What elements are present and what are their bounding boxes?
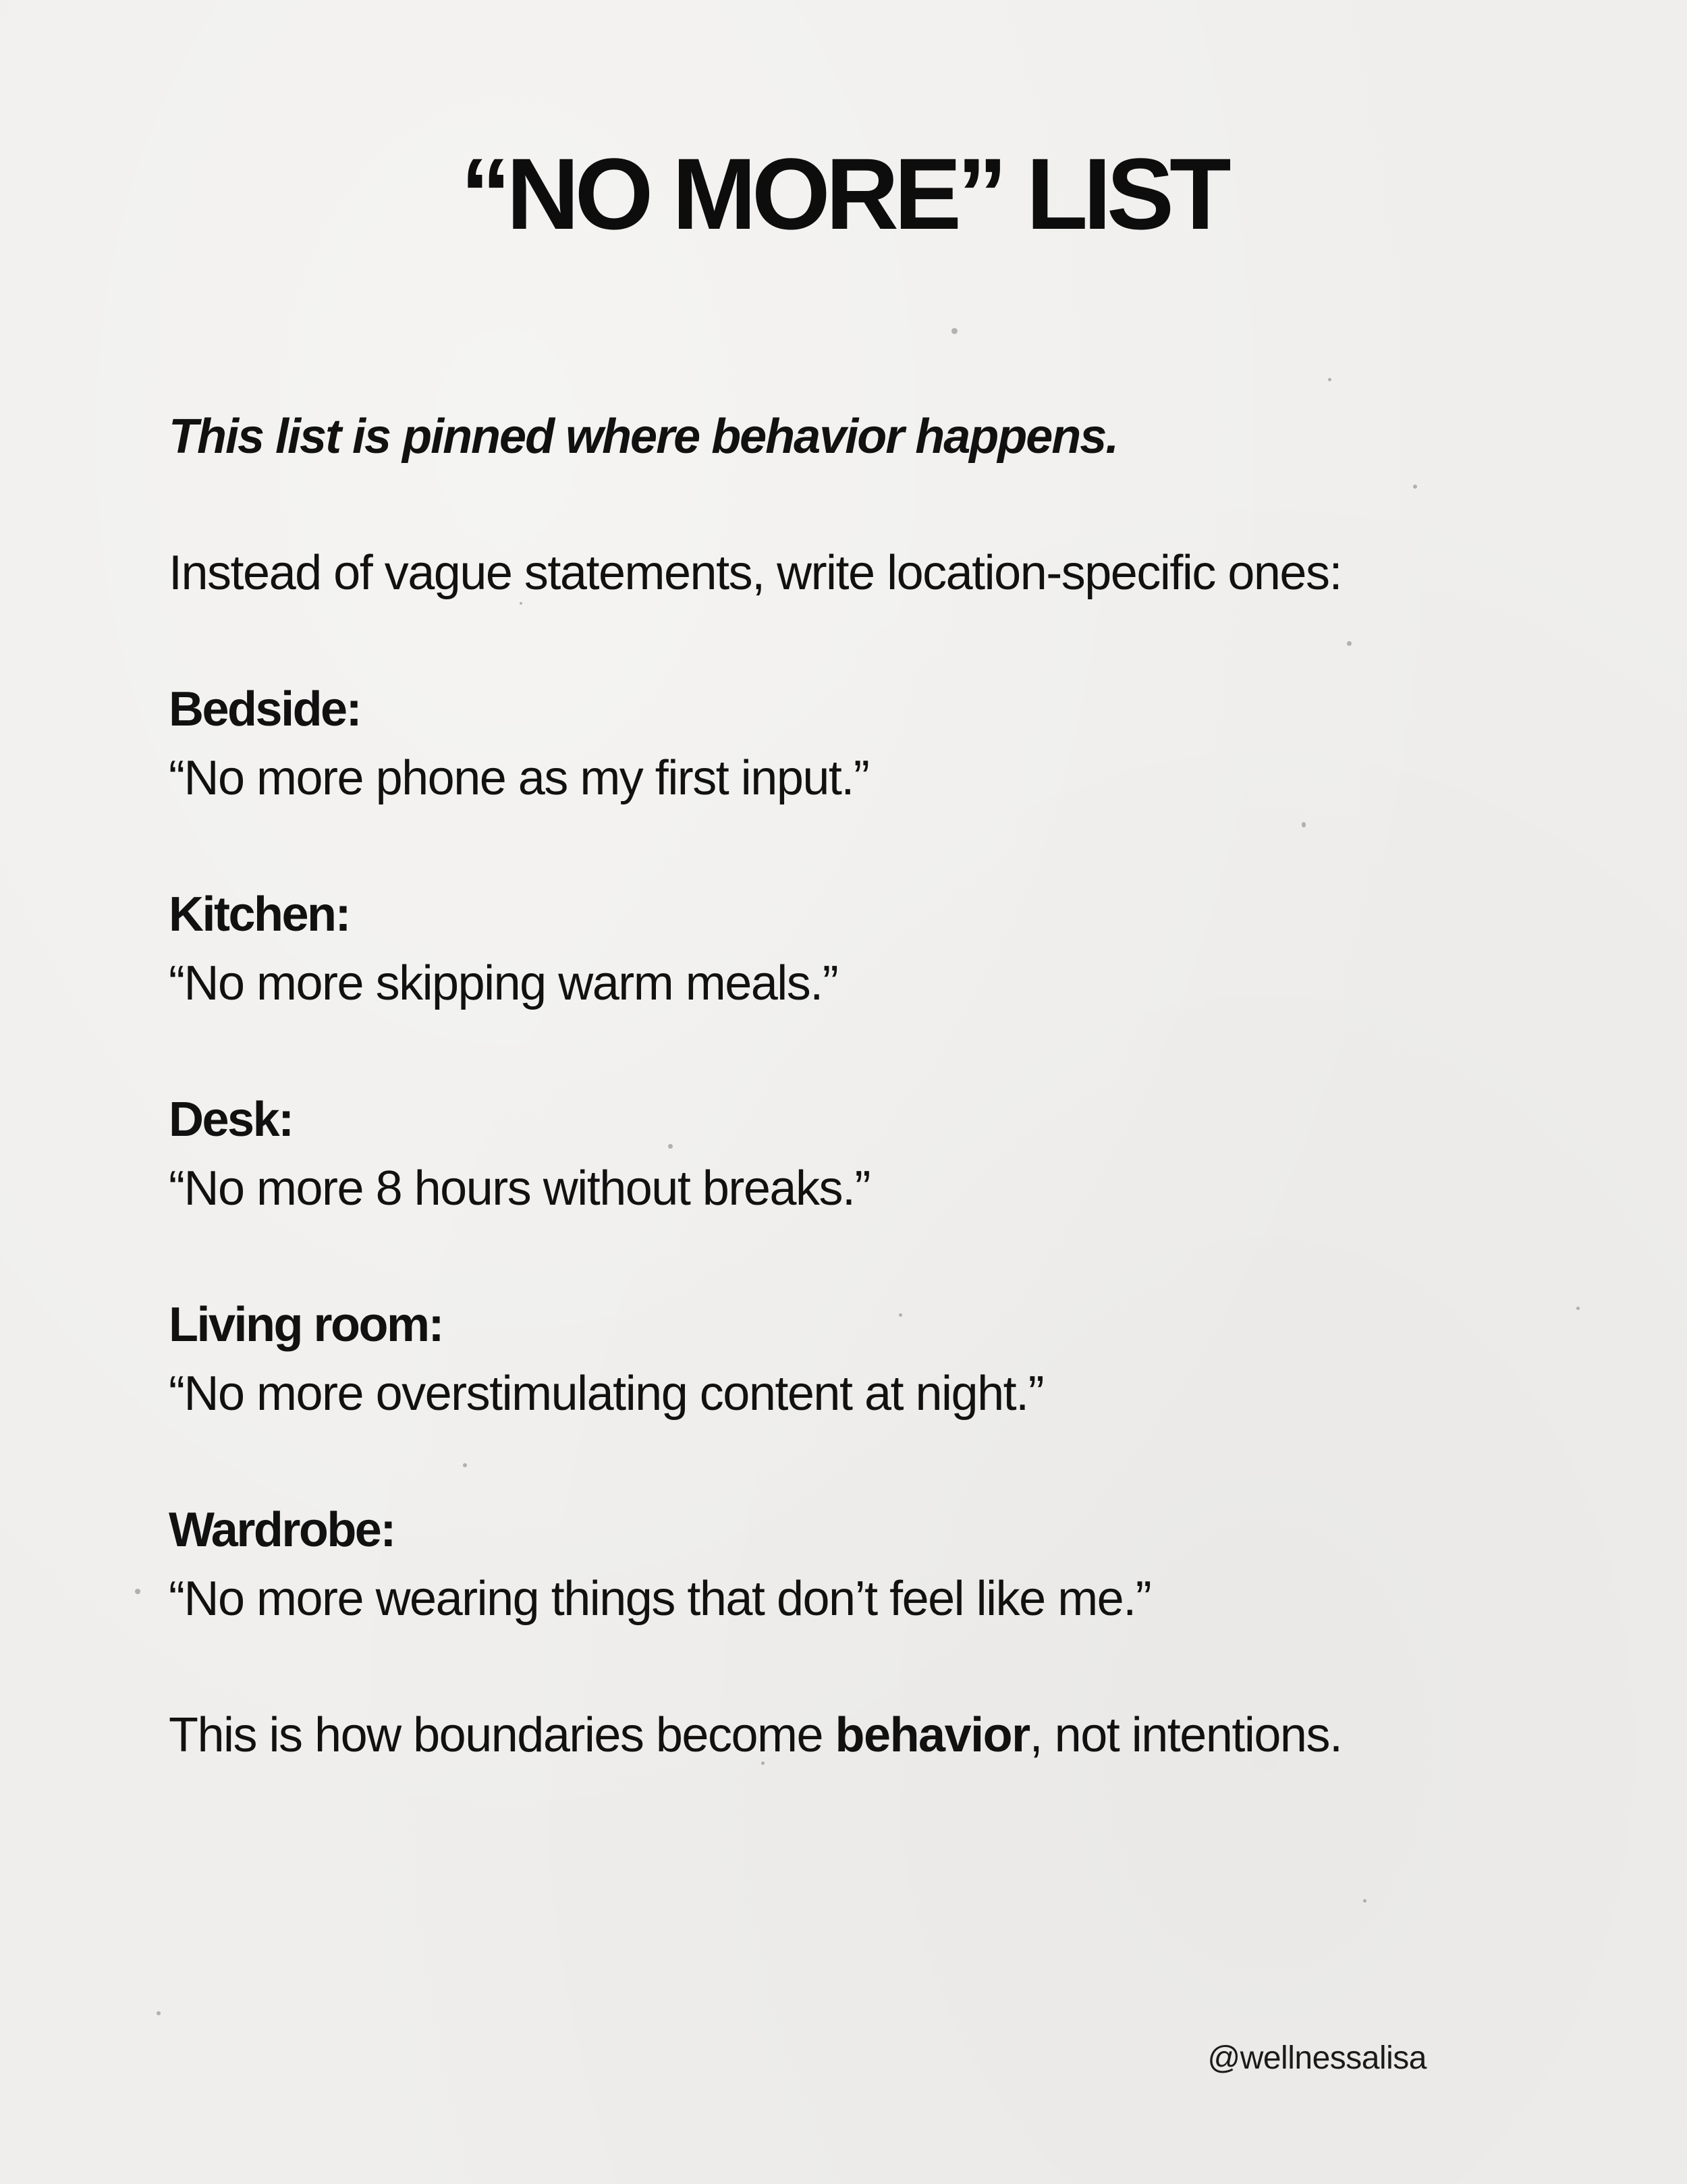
location-entry-desk xyxy=(169,1085,1552,1223)
closing-text-before: This is how boundaries become xyxy=(169,1708,835,1762)
location-quote: “No more 8 hours without breaks.” xyxy=(169,1162,870,1216)
location-quote: “No more wearing things that don’t feel like me.” xyxy=(169,1572,1151,1626)
lead-statement: This list is pinned where behavior happens. xyxy=(169,410,1118,464)
paper-speck xyxy=(135,1589,140,1594)
location-name: Kitchen: xyxy=(169,888,350,941)
page-title: “NO MORE” LIST xyxy=(460,137,1227,250)
closing-text-after: , not intentions. xyxy=(1029,1708,1342,1762)
location-name: Desk: xyxy=(169,1093,293,1147)
closing-statement xyxy=(169,1701,1552,1770)
location-quote: “No more skipping warm meals.” xyxy=(169,956,838,1010)
author-handle: @wellnessalisa xyxy=(1207,2040,1427,2076)
closing-emphasis: behavior xyxy=(835,1708,1030,1762)
paper-speck xyxy=(951,328,958,334)
paper-speck xyxy=(1363,1899,1366,1903)
location-entry-kitchen xyxy=(169,880,1552,1018)
intro-text: Instead of vague statements, write location-specific ones: xyxy=(169,546,1342,600)
location-name: Bedside: xyxy=(169,682,361,736)
document-body xyxy=(169,402,1552,1770)
paper-speck xyxy=(157,2011,161,2015)
location-entry-wardrobe xyxy=(169,1496,1552,1633)
paper-speck xyxy=(1328,378,1331,381)
location-name: Wardrobe: xyxy=(169,1503,395,1557)
paper-speck xyxy=(1576,1307,1580,1310)
location-name: Living room: xyxy=(169,1298,443,1352)
location-entry-bedside xyxy=(169,675,1552,813)
location-entry-living-room xyxy=(169,1290,1552,1428)
location-quote: “No more phone as my first input.” xyxy=(169,751,869,805)
location-quote: “No more overstimulating content at night.” xyxy=(169,1367,1044,1421)
